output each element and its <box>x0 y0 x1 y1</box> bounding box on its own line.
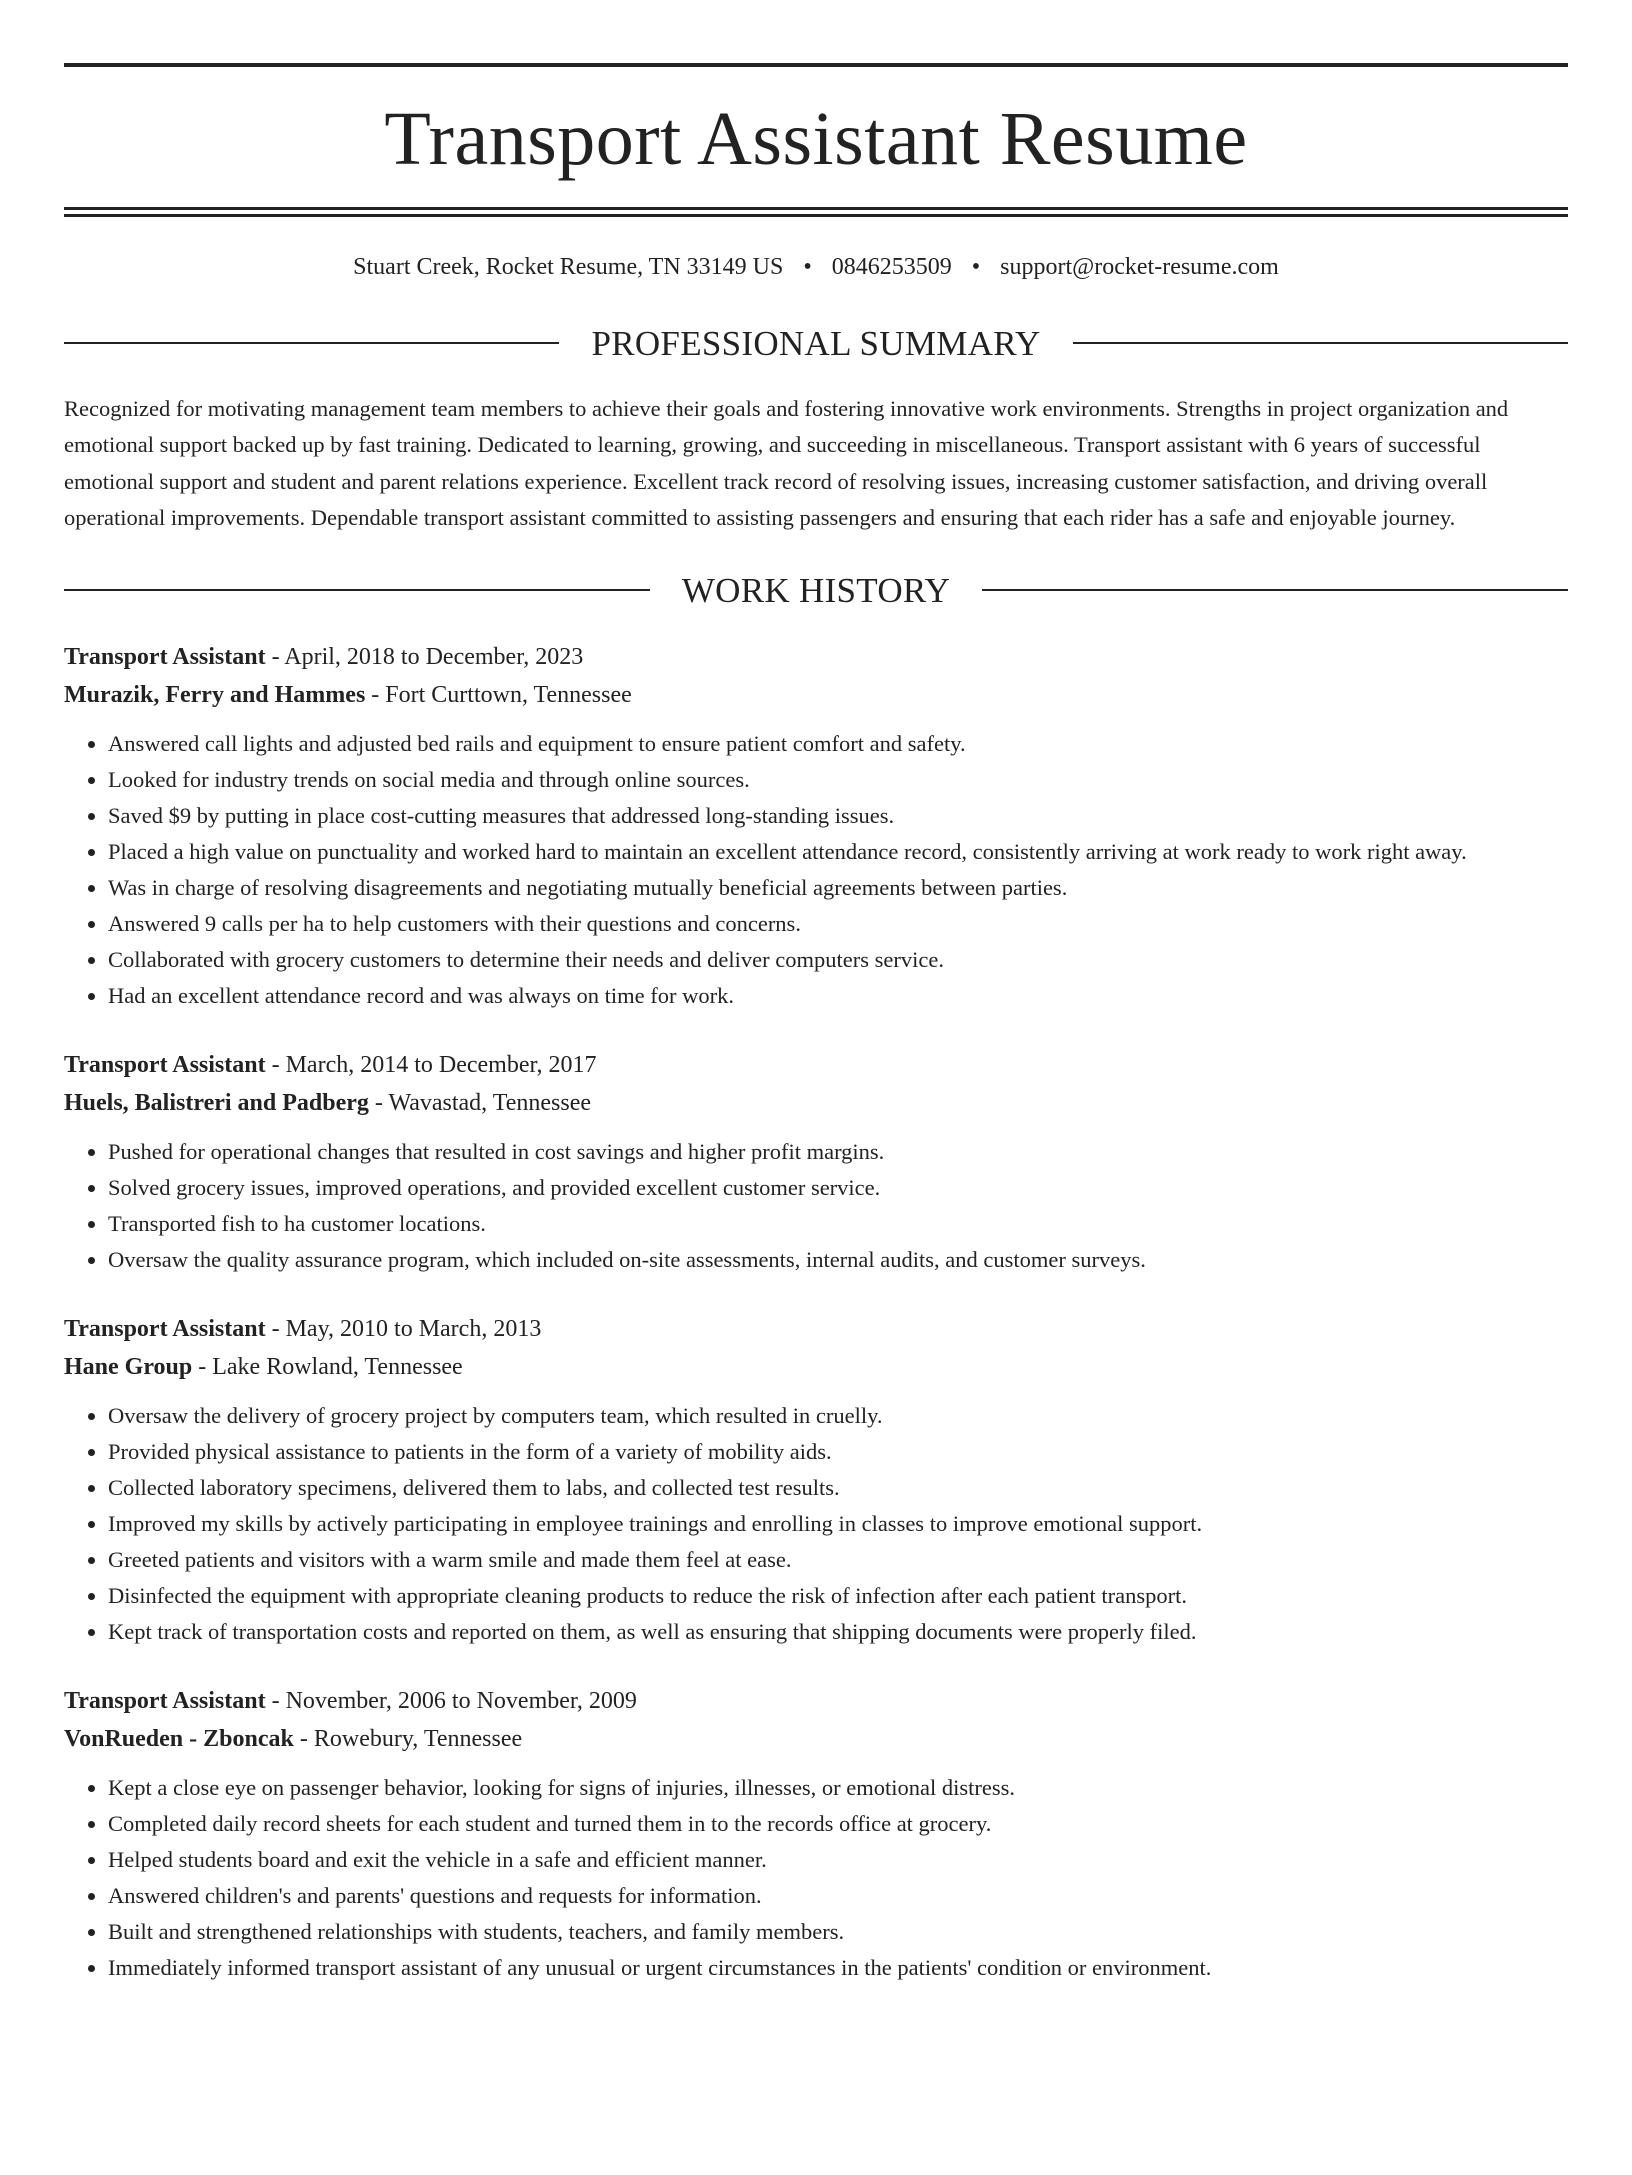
contact-separator: • <box>971 254 981 280</box>
job-company: Murazik, Ferry and Hammes <box>64 681 366 708</box>
list-item: • Transported fish to ha customer locations. <box>108 1206 1568 1242</box>
job-list <box>64 638 1568 1986</box>
job-title-line <box>64 1310 1568 1348</box>
resume-page <box>0 63 1632 2175</box>
job-company-line <box>64 676 1568 714</box>
job-title: Transport Assistant <box>64 1051 266 1078</box>
list-item: • Oversaw the delivery of grocery project by computers team, which resulted in cruelly. <box>108 1398 1568 1434</box>
section-heading-label: WORK HISTORY <box>681 570 951 610</box>
page-title: Transport Assistant Resume <box>384 97 1248 181</box>
summary-text: Recognized for motivating management team members to achieve their goals and fostering innovative work environments. Strengths in project organization and emotional support backed up by fast training. Dedicated to learning, growing, and succeeding in miscellaneous. Transport assistant with 6 years of successful emotional support and student and parent relations experience. Excellent track record of resolving issues, increasing customer satisfaction, and driving overall operational improvements. Dependable transport assistant committed to assisting passengers and ensuring that each rider has a safe and enjoyable journey. <box>64 395 1509 531</box>
list-item: • Collected laboratory specimens, delivered them to labs, and collected test results. <box>108 1470 1568 1506</box>
job-company-line <box>64 1720 1568 1758</box>
job-company: VonRueden - Zboncak <box>64 1725 294 1752</box>
job-dates: - March, 2014 to December, 2017 <box>265 1051 597 1078</box>
job-bullets <box>64 1398 1568 1650</box>
section-heading <box>64 323 1568 363</box>
top-rule <box>64 63 1568 67</box>
job-location: - Fort Curttown, Tennessee <box>365 681 632 708</box>
job-title-line <box>64 1682 1568 1720</box>
list-item: • Looked for industry trends on social media and through online sources. <box>108 762 1568 798</box>
job-title: Transport Assistant <box>64 643 266 670</box>
list-item: • Placed a high value on punctuality and worked hard to maintain an excellent attendance record, consistently arriving at work ready to work right away. <box>108 834 1568 870</box>
job-title-line <box>64 638 1568 676</box>
job-title: Transport Assistant <box>64 1315 266 1342</box>
job-location: - Wavastad, Tennessee <box>368 1089 591 1116</box>
job-company-line <box>64 1084 1568 1122</box>
list-item: • Had an excellent attendance record and was always on time for work. <box>108 978 1568 1014</box>
list-item: • Completed daily record sheets for each student and turned them in to the records office at grocery. <box>108 1806 1568 1842</box>
section-heading <box>64 570 1568 610</box>
list-item: • Oversaw the quality assurance program, which included on-site assessments, internal audits, and customer surveys. <box>108 1242 1568 1278</box>
contact-separator: • <box>803 254 812 280</box>
job-dates: - April, 2018 to December, 2023 <box>265 643 584 670</box>
work-history-section <box>64 570 1568 1986</box>
list-item: • Saved $9 by putting in place cost-cutting measures that addressed long-standing issues. <box>108 798 1568 834</box>
title-double-rule <box>64 207 1568 217</box>
list-item: • Kept track of transportation costs and reported on them, as well as ensuring that shipping documents were properly filed. <box>108 1614 1568 1650</box>
list-item: • Answered 9 calls per ha to help customers with their questions and concerns. <box>108 906 1568 942</box>
job-dates: - November, 2006 to November, 2009 <box>265 1687 637 1714</box>
job-bullets <box>64 1770 1568 1986</box>
heading-rule <box>64 589 650 591</box>
list-item: • Collaborated with grocery customers to determine their needs and deliver computers service. <box>108 942 1568 978</box>
job-location: - Lake Rowland, Tennessee <box>192 1353 463 1380</box>
contact-address: Stuart Creek, Rocket Resume, TN 33149 US <box>353 254 784 280</box>
job-bullets <box>64 1134 1568 1278</box>
job-entry <box>64 1046 1568 1278</box>
list-item: • Greeted patients and visitors with a warm smile and made them feel at ease. <box>108 1542 1568 1578</box>
job-title: Transport Assistant <box>64 1687 266 1714</box>
list-item: • Helped students board and exit the vehicle in a safe and efficient manner. <box>108 1842 1568 1878</box>
professional-summary-section <box>64 323 1568 537</box>
list-item: • Solved grocery issues, improved operations, and provided excellent customer service. <box>108 1170 1568 1206</box>
job-location: - Rowebury, Tennessee <box>293 1725 523 1752</box>
heading-rule <box>982 589 1568 591</box>
job-entry <box>64 1682 1568 1986</box>
contact-line <box>64 253 1568 282</box>
contact-email: support@rocket-resume.com <box>1000 254 1279 280</box>
heading-rule <box>1073 342 1568 344</box>
list-item: • Built and strengthened relationships with students, teachers, and family members. <box>108 1914 1568 1950</box>
job-entry <box>64 1310 1568 1650</box>
list-item: • Immediately informed transport assistant of any unusual or urgent circumstances in the patients' condition or environment. <box>108 1950 1568 1986</box>
list-item: • Was in charge of resolving disagreements and negotiating mutually beneficial agreements between parties. <box>108 870 1568 906</box>
job-title-line <box>64 1046 1568 1084</box>
contact-phone: 0846253509 <box>831 254 952 280</box>
list-item: • Disinfected the equipment with appropriate cleaning products to reduce the risk of infection after each patient transport. <box>108 1578 1568 1614</box>
heading-rule <box>64 342 559 344</box>
list-item: • Pushed for operational changes that resulted in cost savings and higher profit margins. <box>108 1134 1568 1170</box>
job-company: Hane Group <box>64 1353 193 1380</box>
section-heading-label: PROFESSIONAL SUMMARY <box>591 323 1041 363</box>
job-dates: - May, 2010 to March, 2013 <box>265 1315 542 1342</box>
list-item: • Answered children's and parents' questions and requests for information. <box>108 1878 1568 1914</box>
job-company-line <box>64 1348 1568 1386</box>
job-company: Huels, Balistreri and Padberg <box>64 1089 369 1116</box>
list-item: • Kept a close eye on passenger behavior, looking for signs of injuries, illnesses, or emotional distress. <box>108 1770 1568 1806</box>
job-entry <box>64 638 1568 1014</box>
job-bullets <box>64 726 1568 1014</box>
list-item: • Answered call lights and adjusted bed rails and equipment to ensure patient comfort and safety. <box>108 726 1568 762</box>
list-item: • Improved my skills by actively participating in employee trainings and enrolling in classes to improve emotional support. <box>108 1506 1568 1542</box>
list-item: • Provided physical assistance to patients in the form of a variety of mobility aids. <box>108 1434 1568 1470</box>
